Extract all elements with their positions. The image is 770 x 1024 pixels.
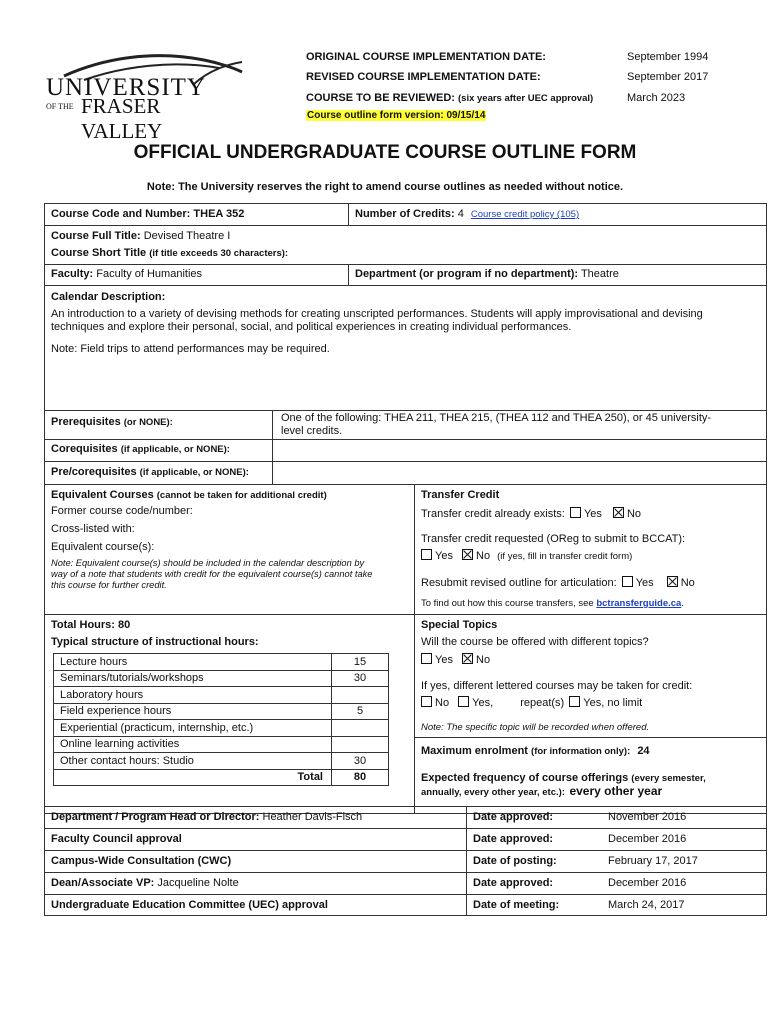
table-row bbox=[54, 670, 389, 687]
approval-person: Heather Davis-Fisch bbox=[262, 811, 363, 823]
hours-table bbox=[53, 653, 389, 786]
transfer-heading: Transfer Credit bbox=[421, 489, 500, 501]
calendar-label: Calendar Description: bbox=[51, 291, 166, 303]
table-row bbox=[54, 769, 389, 786]
transfer-exists-no-label: No bbox=[626, 508, 642, 520]
hours-row-label: Field experience hours bbox=[54, 703, 332, 720]
transfer-exists-label: Transfer credit already exists: bbox=[421, 508, 565, 520]
hours-row-label: Lecture hours bbox=[54, 654, 332, 671]
total-hours-field bbox=[51, 619, 130, 631]
coreq-label-text: Corequisites bbox=[51, 443, 118, 455]
short-title-label: Course Short Title bbox=[51, 247, 147, 259]
page-title: OFFICIAL UNDERGRADUATE COURSE OUTLINE FORM bbox=[133, 142, 637, 163]
special-yes-checkbox[interactable] bbox=[421, 653, 432, 664]
transfer-requested-yes-checkbox[interactable] bbox=[421, 549, 432, 560]
transfer-exists-no-checkbox[interactable] bbox=[613, 507, 624, 518]
hours-row-value: 15 bbox=[332, 654, 389, 671]
hours-row-label: Online learning activities bbox=[54, 736, 332, 753]
revised-date-label: REVISED COURSE IMPLEMENTATION DATE: bbox=[306, 71, 541, 83]
cross-listed-label: Cross-listed with: bbox=[51, 523, 135, 535]
approval-label: Campus-Wide Consultation (CWC) bbox=[51, 855, 232, 867]
special-topics-heading: Special Topics bbox=[421, 619, 498, 631]
table-row bbox=[54, 687, 389, 704]
hours-row-value bbox=[332, 720, 389, 737]
department-label: Department (or program if no department): bbox=[355, 268, 579, 280]
transfer-guide-post: . bbox=[681, 598, 684, 609]
hours-row-value: 30 bbox=[332, 753, 389, 770]
review-date-value: March 2023 bbox=[627, 92, 686, 104]
hours-row-label: Other contact hours: Studio bbox=[54, 753, 332, 770]
precoreq-label bbox=[51, 466, 249, 478]
transfer-requested-label: Transfer credit requested (OReg to submit to BCCAT): bbox=[421, 533, 686, 545]
hours-row-label: Laboratory hours bbox=[54, 687, 332, 704]
precoreq-label-note: (if applicable, or NONE): bbox=[139, 467, 249, 478]
lettered-no-label: No bbox=[435, 697, 450, 709]
prereq-line-2: level credits. bbox=[281, 425, 343, 437]
approval-date-label: Date approved: bbox=[473, 877, 554, 889]
transfer-requested-yes-label: Yes bbox=[435, 550, 453, 562]
resubmit-label: Resubmit revised outline for articulation: bbox=[421, 577, 617, 589]
review-date-label-text: COURSE TO BE REVIEWED: bbox=[306, 92, 455, 104]
frequency-label: Expected frequency of course offerings bbox=[421, 772, 629, 784]
prereq-label bbox=[51, 416, 173, 428]
logo-of-the: OF THE bbox=[46, 102, 74, 111]
table-row bbox=[54, 654, 389, 671]
full-title-field bbox=[51, 230, 230, 242]
bctransferguide-link[interactable]: bctransferguide.ca bbox=[596, 598, 682, 609]
approval-date: December 2016 bbox=[608, 877, 687, 889]
table-row bbox=[54, 720, 389, 737]
equivalent-course-label: Equivalent course(s): bbox=[51, 541, 155, 553]
short-title-field bbox=[51, 247, 288, 259]
total-hours-value: 80 bbox=[118, 619, 131, 631]
equivalent-note bbox=[51, 558, 372, 591]
faculty-field bbox=[51, 268, 202, 280]
calendar-line-2: techniques and explore their personal, social, and political experiences in creating individual performances. bbox=[51, 321, 572, 333]
equivalent-note-2: way of a note that students with credit for the equivalent course(s) cannot take bbox=[51, 569, 373, 579]
special-topics-row bbox=[419, 653, 490, 666]
resubmit-yes-label: Yes bbox=[635, 577, 654, 589]
hours-structure-label: Typical structure of instructional hours: bbox=[51, 636, 259, 648]
resubmit-no-checkbox[interactable] bbox=[667, 576, 678, 587]
transfer-requested-row bbox=[419, 549, 632, 562]
transfer-requested-note: (if yes, fill in transfer credit form) bbox=[497, 551, 633, 562]
department-value: Theatre bbox=[580, 268, 619, 280]
max-enrolment-field bbox=[421, 745, 650, 757]
approval-date-label: Date of posting: bbox=[473, 855, 557, 867]
approval-label: Faculty Council approval bbox=[51, 833, 182, 845]
short-title-note: (if title exceeds 30 characters): bbox=[149, 248, 289, 259]
approval-label: Undergraduate Education Committee (UEC) approval bbox=[51, 899, 328, 911]
table-row bbox=[54, 753, 389, 770]
special-no-checkbox[interactable] bbox=[462, 653, 473, 664]
lettered-repeat-label: repeat(s) bbox=[520, 697, 565, 709]
hours-row-value bbox=[332, 736, 389, 753]
special-topics-question: Will the course be offered with different topics? bbox=[421, 636, 649, 648]
transfer-exists-yes-checkbox[interactable] bbox=[570, 507, 581, 518]
course-code-field bbox=[51, 208, 244, 220]
review-date-label bbox=[306, 92, 593, 104]
frequency-note-2: annually, every other year, etc.): bbox=[421, 787, 565, 798]
hours-row-label: Experiential (practicum, internship, etc.) bbox=[54, 720, 332, 737]
frequency-note-1: (every semester, bbox=[631, 773, 706, 784]
logo-word-university: UNIVERSITY bbox=[46, 74, 206, 101]
amend-note: Note: The University reserves the right to amend course outlines as needed without notice. bbox=[146, 181, 624, 193]
hours-row-value: 5 bbox=[332, 703, 389, 720]
lettered-nolimit-label: Yes, no limit bbox=[583, 697, 643, 709]
calendar-note: Note: Field trips to attend performances may be required. bbox=[51, 343, 330, 355]
precoreq-label-text: Pre/corequisites bbox=[51, 466, 137, 478]
approval-row-dean bbox=[51, 877, 239, 889]
full-title-value: Devised Theatre I bbox=[143, 230, 231, 242]
approval-row-dept-head bbox=[51, 811, 362, 823]
resubmit-no-label: No bbox=[680, 577, 695, 589]
prereq-label-text: Prerequisites bbox=[51, 416, 121, 428]
transfer-guide-text: To find out how this course transfers, see bbox=[421, 598, 594, 609]
calendar-line-1: An introduction to a variety of devising methods for creating unscripted performances. Students will apply improvisational and devising bbox=[51, 308, 703, 320]
prereq-label-note: (or NONE): bbox=[123, 417, 173, 428]
course-code-value: THEA 352 bbox=[193, 208, 245, 220]
approval-date: March 24, 2017 bbox=[608, 899, 685, 911]
equivalent-heading-note: (cannot be taken for additional credit) bbox=[156, 490, 327, 501]
lettered-yes-checkbox[interactable] bbox=[458, 696, 469, 707]
lettered-nolimit-checkbox[interactable] bbox=[569, 696, 580, 707]
special-topics-note: Note: The specific topic will be recorded when offered. bbox=[421, 722, 650, 733]
equivalent-heading bbox=[51, 489, 327, 501]
lettered-no-checkbox[interactable] bbox=[421, 696, 432, 707]
hours-total-label: Total bbox=[54, 769, 332, 786]
max-enrolment-value: 24 bbox=[637, 745, 650, 757]
table-row bbox=[54, 703, 389, 720]
former-course-label: Former course code/number: bbox=[51, 505, 193, 517]
transfer-guide-row bbox=[421, 598, 684, 609]
credits-value: 4 bbox=[457, 208, 464, 220]
lettered-label: If yes, different lettered courses may be taken for credit: bbox=[421, 680, 693, 692]
transfer-exists-row bbox=[421, 507, 641, 520]
approval-date-label: Date of meeting: bbox=[473, 899, 560, 911]
faculty-label: Faculty: bbox=[51, 268, 94, 280]
special-yes-label: Yes bbox=[435, 654, 453, 666]
transfer-requested-no-label: No bbox=[476, 550, 491, 562]
credits-label: Number of Credits: bbox=[355, 208, 455, 220]
course-code-label: Course Code and Number: bbox=[51, 208, 191, 220]
lettered-options-row bbox=[419, 696, 642, 709]
hours-row-value bbox=[332, 687, 389, 704]
total-hours-label: Total Hours: bbox=[51, 619, 115, 631]
special-no-label: No bbox=[476, 654, 491, 666]
credit-policy-link[interactable]: Course credit policy (105) bbox=[470, 209, 580, 220]
full-title-label: Course Full Title: bbox=[51, 230, 141, 242]
approval-date: November 2016 bbox=[608, 811, 687, 823]
max-enrolment-note: (for information only): bbox=[531, 746, 631, 757]
frequency-field bbox=[421, 772, 706, 799]
credits-field bbox=[355, 208, 579, 220]
department-field bbox=[355, 268, 619, 280]
hours-total-value: 80 bbox=[332, 769, 389, 786]
resubmit-yes-checkbox[interactable] bbox=[622, 576, 633, 587]
transfer-exists-yes-label: Yes bbox=[583, 508, 602, 520]
original-date-value: September 1994 bbox=[627, 51, 709, 63]
form-version: Course outline form version: 09/15/14 bbox=[307, 110, 486, 121]
table-row bbox=[54, 736, 389, 753]
transfer-requested-no-checkbox[interactable] bbox=[462, 549, 473, 560]
original-date-label: ORIGINAL COURSE IMPLEMENTATION DATE: bbox=[306, 51, 546, 63]
coreq-label-note: (if applicable, or NONE): bbox=[120, 444, 230, 455]
approval-label: Department / Program Head or Director: bbox=[51, 811, 260, 823]
approval-label: Dean/Associate VP: bbox=[51, 877, 155, 889]
approval-date: December 2016 bbox=[608, 833, 687, 845]
approval-date-label: Date approved: bbox=[473, 811, 554, 823]
hours-row-value: 30 bbox=[332, 670, 389, 687]
hours-row-label: Seminars/tutorials/workshops bbox=[54, 670, 332, 687]
resubmit-row bbox=[421, 576, 695, 589]
lettered-yes-label: Yes, bbox=[472, 697, 494, 709]
max-enrolment-label: Maximum enrolment bbox=[421, 745, 528, 757]
university-logo bbox=[44, 48, 244, 143]
revised-date-value: September 2017 bbox=[627, 71, 709, 83]
equivalent-note-3: this course for further credit. bbox=[51, 580, 167, 590]
approval-person: Jacqueline Nolte bbox=[157, 877, 239, 889]
frequency-value: every other year bbox=[569, 784, 663, 798]
equivalent-heading-text: Equivalent Courses bbox=[51, 489, 154, 501]
review-date-note: (six years after UEC approval) bbox=[458, 93, 594, 104]
approval-date: February 17, 2017 bbox=[608, 855, 698, 867]
faculty-value: Faculty of Humanities bbox=[96, 268, 203, 280]
approval-date-label: Date approved: bbox=[473, 833, 554, 845]
prereq-line-1: One of the following: THEA 211, THEA 215, (THEA 112 and THEA 250), or 45 university- bbox=[281, 412, 712, 424]
coreq-label bbox=[51, 443, 230, 455]
equivalent-note-1: Note: Equivalent course(s) should be included in the calendar description by bbox=[51, 558, 365, 568]
logo-word-fraser-valley: FRASER VALLEY bbox=[81, 94, 163, 143]
